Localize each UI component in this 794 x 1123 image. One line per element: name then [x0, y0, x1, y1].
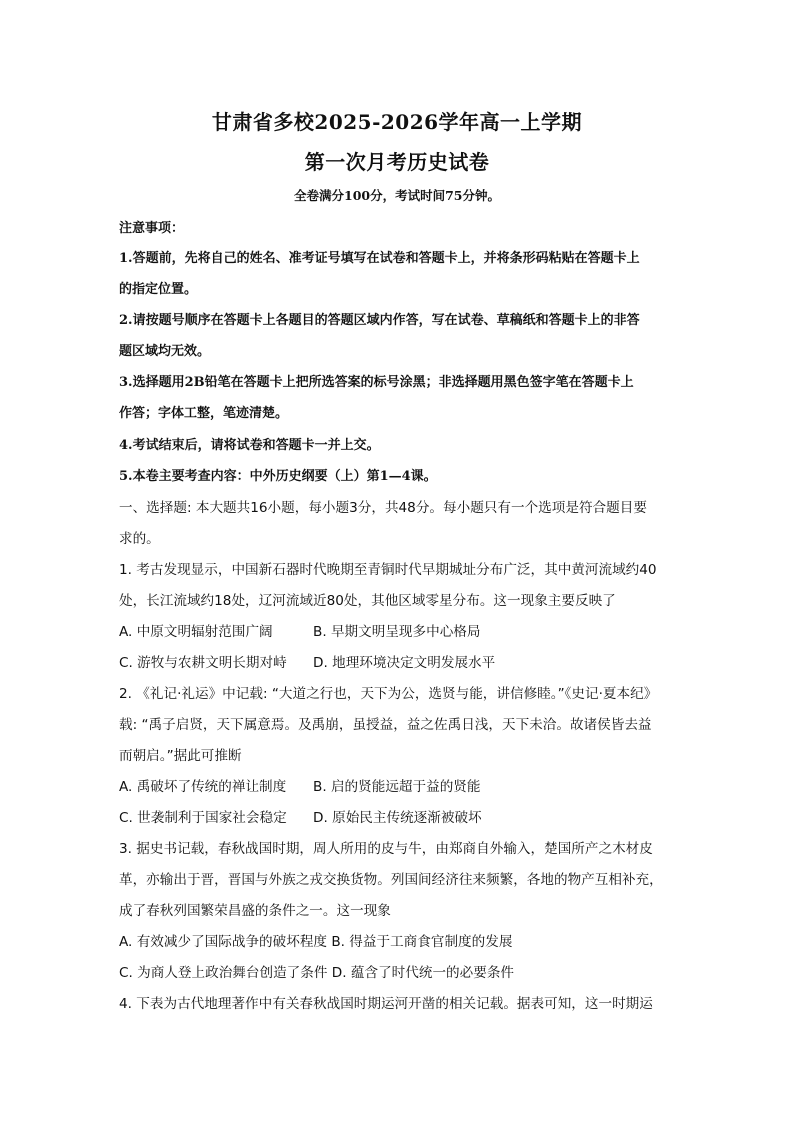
option-b: B. 早期文明呈现多中心格局 [313, 624, 481, 640]
option-a: A. 中原文明辐射范围广阔 [119, 624, 273, 640]
section-heading-cont: 求的。 [119, 531, 160, 547]
notes-line: 1.答题前，先将自己的姓名、准考证号填写在试卷和答题卡上，并将条形码粘贴在答题卡上 [119, 251, 640, 266]
notes-line: 题区域均无效。 [119, 344, 211, 359]
exam-title-line2: 第一次月考历史试卷 [304, 150, 490, 174]
question-1-options-cd [119, 654, 495, 672]
notes-line: 2.请按题号顺序在答题卡上各题目的答题区域内作答，写在试卷、草稿纸和答题卡上的非答 [119, 313, 640, 328]
question-2-options-cd [119, 809, 482, 827]
notes-line: 作答；字体工整，笔迹清楚。 [119, 406, 289, 421]
notes-line: 3.选择题用2B铅笔在答题卡上把所选答案的标号涂黑；非选择题用黑色签字笔在答题卡上 [119, 375, 634, 390]
question-2-stem: 2. 《礼记·礼运》中记载: “大道之行也，天下为公，选贤与能，讲信修睦。”《史记·夏本纪》 [119, 686, 658, 702]
question-4-stem: 4. 下表为古代地理著作中有关春秋战国时期运河开凿的相关记载。据表可知，这一时期运 [119, 996, 653, 1012]
option-d: D. 原始民主传统逐渐被破坏 [313, 810, 482, 826]
question-1-stem-cont: 处，长江流域约18处，辽河流域近80处，其他区域零星分布。这一现象主要反映了 [119, 593, 616, 609]
section-heading: 一、选择题: 本大题共16小题，每小题3分，共48分。每小题只有一个选项是符合题目要 [119, 500, 647, 516]
notes-heading: 注意事项： [119, 221, 185, 236]
question-3-stem-cont: 革，亦输出于晋，晋国与外族之戎交换货物。列国间经济往来频繁，各地的物产互相补充， [119, 872, 663, 888]
option-d: D. 地理环境决定文明发展水平 [313, 655, 496, 671]
question-3-stem-cont: 成了春秋列国繁荣昌盛的条件之一。这一现象 [119, 903, 391, 919]
question-2-stem-cont: 而朝启。”据此可推断 [119, 748, 242, 764]
question-3-stem: 3. 据史书记载，春秋战国时期，周人所用的皮与牛，由郑商自外输入，楚国所产之木材皮 [119, 841, 653, 857]
question-3-options-ab: A. 有效减少了国际战争的破坏程度 B. 得益于工商食官制度的发展 [119, 934, 513, 950]
option-b: B. 启的贤能远超于益的贤能 [313, 779, 481, 795]
exam-subtitle: 全卷满分100分，考试时间75分钟。 [294, 188, 500, 203]
question-1-stem: 1. 考古发现显示，中国新石器时代晚期至青铜时代早期城址分布广泛，其中黄河流域约40 [119, 562, 657, 578]
option-c: C. 游牧与农耕文明长期对峙 [119, 655, 287, 671]
option-c: C. 世袭制利于国家社会稳定 [119, 810, 287, 826]
notes-line: 4.考试结束后，请将试卷和答题卡一并上交。 [119, 438, 380, 453]
notes-line: 的指定位置。 [119, 282, 198, 297]
question-1-options-ab [119, 623, 481, 641]
option-a: A. 禹破坏了传统的禅让制度 [119, 779, 287, 795]
notes-line: 5.本卷主要考查内容：中外历史纲要（上）第1—4课。 [119, 469, 437, 484]
question-3-options-cd: C. 为商人登上政治舞台创造了条件 D. 蕴含了时代统一的必要条件 [119, 965, 514, 981]
exam-title-line1: 甘肃省多校2025-2026学年高一上学期 [211, 110, 583, 134]
question-2-stem-cont: 载: “禹子启贤，天下属意焉。及禹崩，虽授益，益之佐禹日浅，天下未洽。故诸侯皆去益 [119, 717, 652, 733]
question-2-options-ab [119, 778, 481, 796]
